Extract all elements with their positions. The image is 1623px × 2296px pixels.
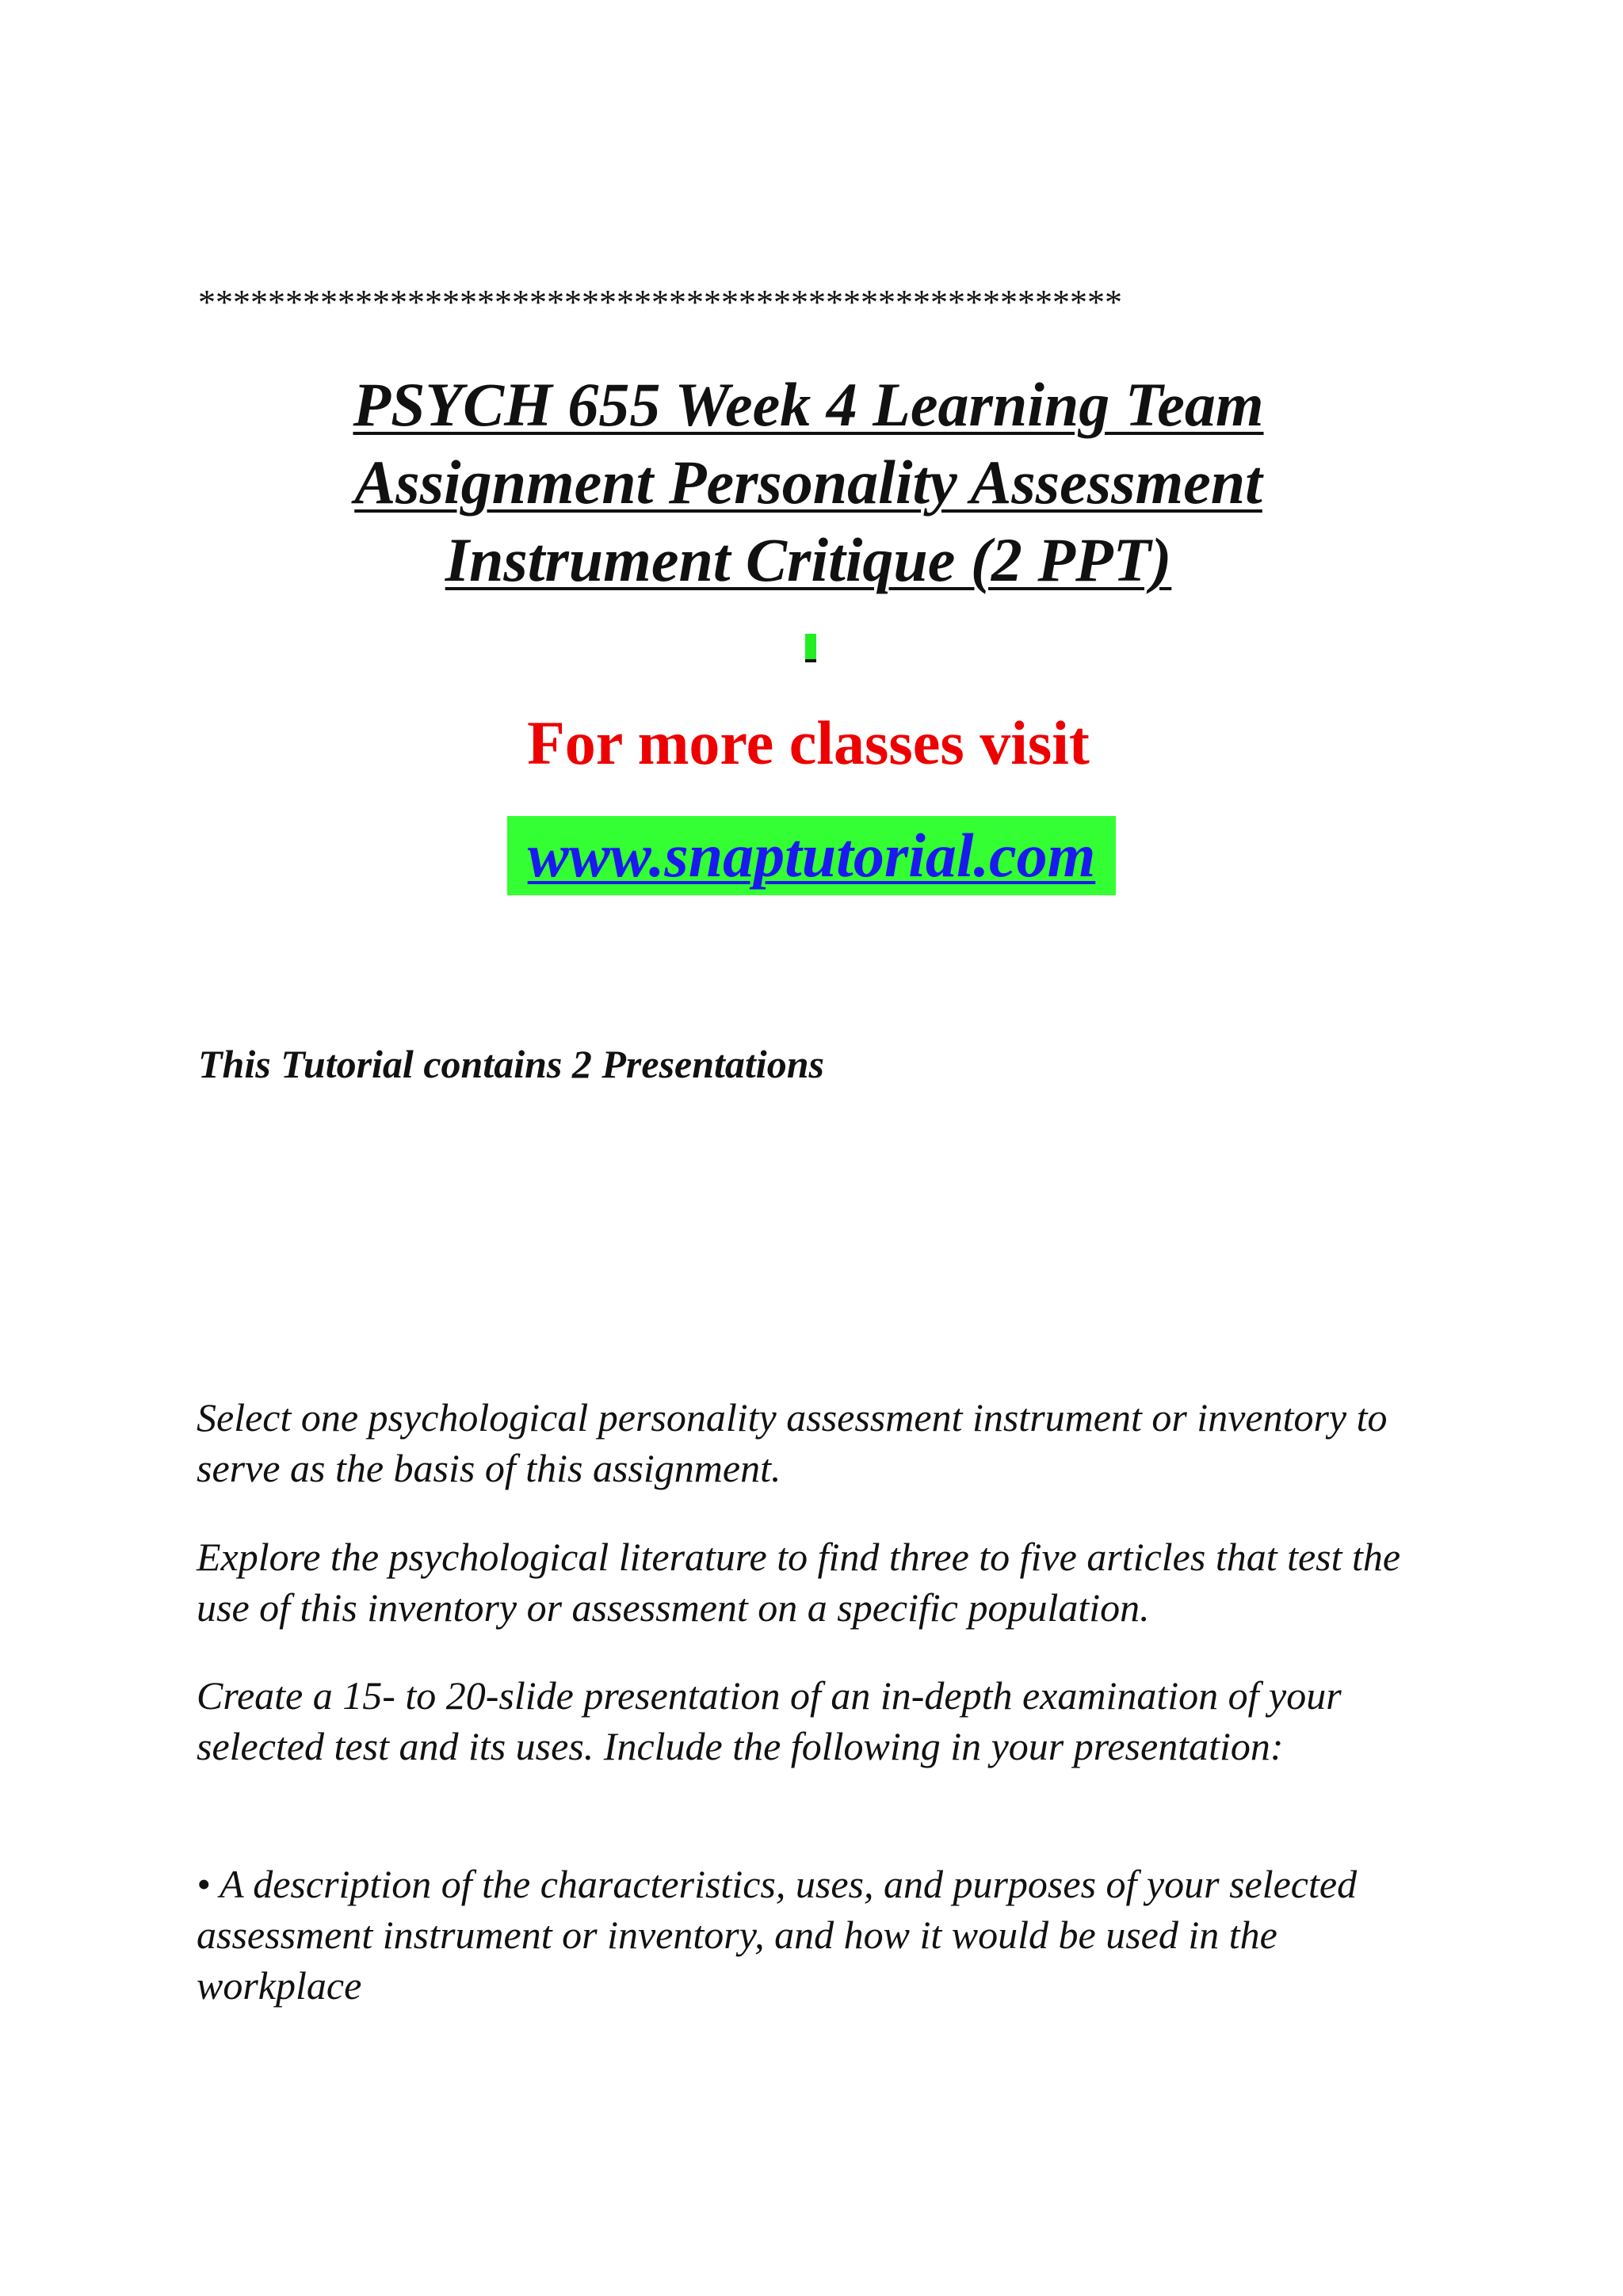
snaptutorial-link[interactable]: www.snaptutorial.com <box>527 821 1096 890</box>
paragraph-explore: Explore the psychological literature to find three to five articles that test the use of this inventory or assessment on a specific population. <box>197 1535 1401 1630</box>
paragraph-bullet-description: • A description of the characteristics, uses, and purposes of your selected assessment instrument or inventory, and how it would be used in the workplace <box>197 1862 1358 2008</box>
title-line-2: Assignment Personality Assessment <box>354 448 1262 517</box>
document-title <box>238 366 1379 599</box>
title-line-1: PSYCH 655 Week 4 Learning Team <box>353 370 1264 439</box>
tutorial-subtitle: This Tutorial contains 2 Presentations <box>198 1042 824 1086</box>
paragraph-select: Select one psychological personality assessment instrument or inventory to serve as the basis of this assignment. <box>197 1395 1388 1490</box>
green-highlight-marker <box>805 634 816 662</box>
separator-stars: ***************************************************** <box>198 283 1122 322</box>
link-highlight <box>507 816 1116 895</box>
promo-text: For more classes visit <box>527 708 1090 777</box>
paragraph-create: Create a 15- to 20-slide presentation of an in-depth examination of your selected test and its uses. Include the following in your presentation: <box>197 1673 1342 1768</box>
title-line-3: Instrument Critique (2 PPT) <box>445 525 1172 594</box>
